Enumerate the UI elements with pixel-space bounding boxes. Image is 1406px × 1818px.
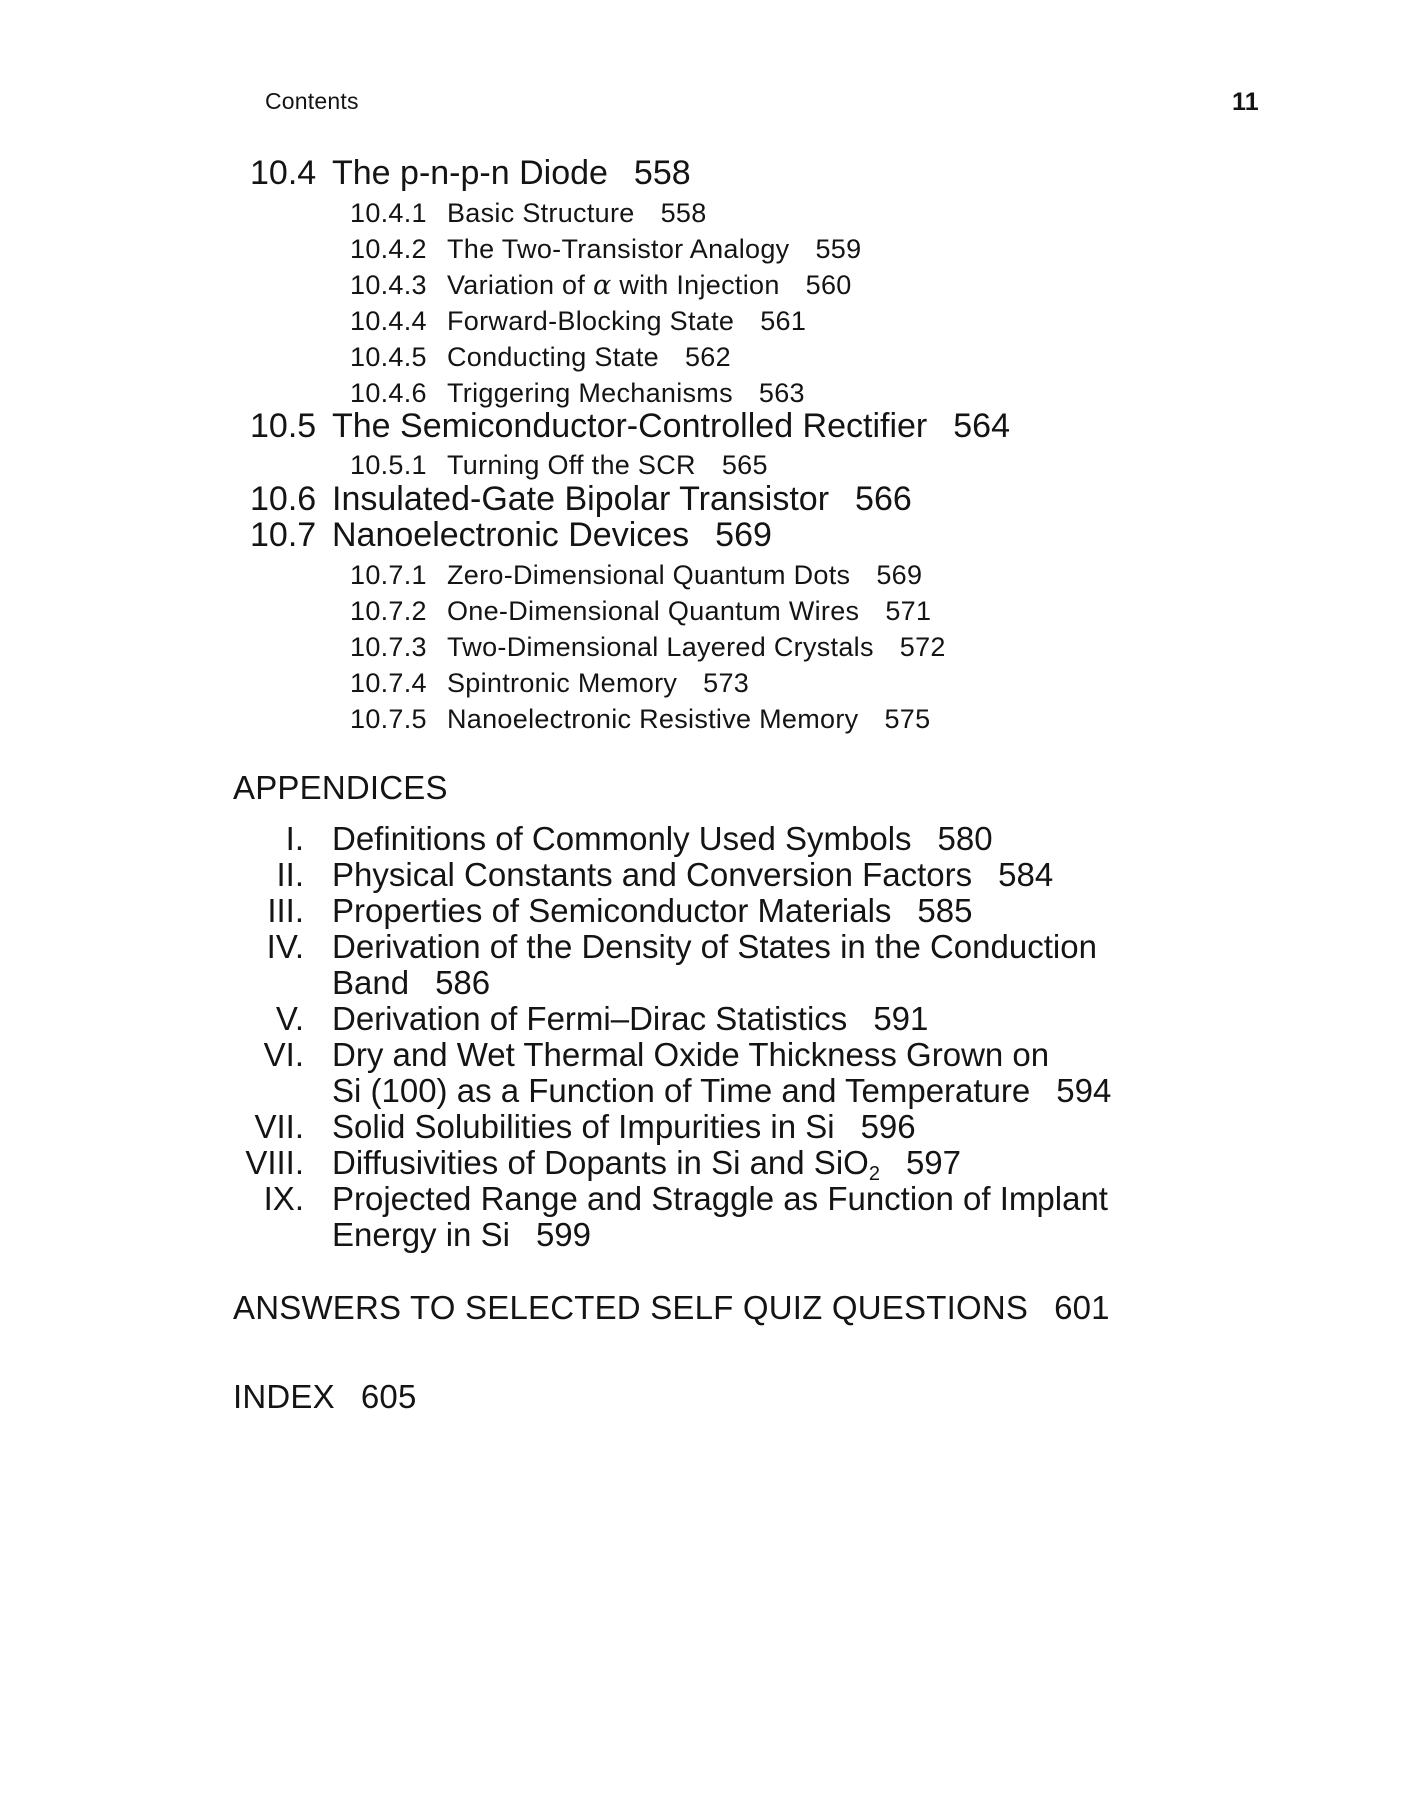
appendix-page: 599 [535,1216,591,1253]
section-title: The p-n-p-n Diode [332,154,608,192]
subsection-number: 10.4.2 [350,234,427,264]
appendix-numeral: V. [275,1000,304,1037]
appendix-title: Diffusivities of Dopants in Si and SiO [332,1144,869,1181]
subsection-page: 563 [758,378,805,408]
section-number: 10.5 [250,407,317,445]
subsection-number: 10.4.4 [350,306,427,336]
subsection-page: 559 [815,234,862,264]
appendix-item-ix-continued[interactable] [230,1217,591,1253]
section-page: 569 [715,516,772,554]
section-page: 564 [953,407,1010,445]
appendix-page: 597 [905,1144,962,1181]
subsection-page: 558 [660,198,707,228]
appendix-numeral: II. [276,856,304,893]
appendix-title: Derivation of Fermi–Dirac Statistics [332,1000,848,1037]
appendix-title: Projected Range and Straggle as Function of Implant [332,1180,1108,1217]
subsection-page: 561 [760,306,807,336]
subsection-title: Spintronic Memory [447,668,678,698]
section-title: Insulated-Gate Bipolar Transistor [332,480,830,518]
answers-page: 601 [1054,1289,1110,1326]
appendix-item-vi[interactable] [230,1037,1049,1073]
appendix-numeral: IX. [263,1180,304,1217]
toc-subsection-10-7-1[interactable] [350,558,922,592]
section-number: 10.4 [250,154,317,192]
appendix-item-iv-continued[interactable] [230,965,490,1001]
subsection-number: 10.7.2 [350,596,427,626]
subsection-number: 10.7.1 [350,560,427,590]
subsection-title: Turning Off the SCR [447,450,696,480]
appendix-page: 584 [998,856,1054,893]
subsection-number: 10.7.5 [350,704,427,734]
appendix-numeral: I. [285,820,304,857]
index-title: INDEX [233,1378,335,1415]
appendix-page: 591 [873,1000,929,1037]
section-title: Nanoelectronic Devices [332,516,690,554]
toc-subsection-10-4-2[interactable] [350,232,861,266]
appendix-numeral: III. [267,892,304,929]
subsection-title: Basic Structure [447,198,635,228]
subsection-page: 569 [876,560,923,590]
appendix-item-ix[interactable] [230,1181,1108,1217]
subsection-title-start: Variation of [447,270,586,300]
appendix-item-iv[interactable] [230,929,1097,965]
subsection-number: 10.4.5 [350,342,427,372]
subsection-title: Nanoelectronic Resistive Memory [447,704,859,734]
index-page: 605 [360,1378,417,1415]
toc-subsection-10-4-3[interactable] [350,268,852,303]
section-page: 566 [855,480,912,518]
subsection-number: 10.4.6 [350,378,427,408]
appendix-title: Definitions of Commonly Used Symbols [332,820,912,857]
appendix-numeral: VII. [254,1108,304,1145]
running-head-title: Contents [265,88,359,114]
subsection-title: Zero-Dimensional Quantum Dots [447,560,851,590]
toc-subsection-10-4-6[interactable] [350,376,805,410]
toc-subsection-10-4-4[interactable] [350,304,806,338]
appendix-numeral: VIII. [245,1144,304,1181]
subscript-two: 2 [868,1163,880,1185]
appendix-item-iii[interactable] [230,893,972,929]
subsection-page: 560 [805,270,852,300]
appendices-heading: APPENDICES [233,769,448,806]
appendix-page: 596 [860,1108,916,1145]
subsection-title: Two-Dimensional Layered Crystals [447,632,874,662]
page-number: 11 [1232,88,1259,116]
appendix-item-vi-continued[interactable] [230,1073,1111,1109]
subsection-page: 573 [703,668,750,698]
appendix-title-continued: Si (100) as a Function of Time and Temperature [332,1072,1031,1109]
subsection-number: 10.4.1 [350,198,427,228]
appendix-title-continued: Energy in Si [332,1216,510,1253]
appendix-title: Dry and Wet Thermal Oxide Thickness Grown on [332,1036,1050,1073]
appendix-item-i[interactable] [230,821,993,857]
subsection-number: 10.5.1 [350,450,427,480]
subsection-number: 10.7.3 [350,632,427,662]
appendix-title: Derivation of the Density of States in the Conduction [332,928,1097,965]
toc-subsection-10-4-5[interactable] [350,340,731,374]
section-number: 10.7 [250,516,317,554]
toc-subsection-10-7-3[interactable] [350,630,946,664]
subsection-number: 10.4.3 [350,270,427,300]
appendix-title-continued: Band [332,964,410,1001]
subsection-title: One-Dimensional Quantum Wires [447,596,860,626]
toc-index[interactable] [233,1377,417,1417]
subsection-page: 572 [899,632,946,662]
subsection-title: Conducting State [447,342,659,372]
toc-section-10-5[interactable] [250,406,1010,446]
subsection-page: 575 [884,704,931,734]
subsection-title: Triggering Mechanisms [447,378,733,408]
toc-section-10-6[interactable] [250,479,912,519]
appendix-item-vii[interactable] [230,1109,916,1145]
subsection-page: 562 [684,342,731,372]
answers-title: ANSWERS TO SELECTED SELF QUIZ QUESTIONS [233,1289,1029,1326]
appendix-page: 594 [1056,1072,1112,1109]
appendix-title: Properties of Semiconductor Materials [332,892,892,929]
appendix-numeral: VI. [263,1036,304,1073]
subsection-title-end: with Injection [619,270,780,300]
toc-subsection-10-5-1[interactable] [350,448,768,482]
toc-section-10-7[interactable] [250,515,772,555]
subsection-page: 571 [885,596,932,626]
toc-section-10-4[interactable] [250,153,691,193]
appendix-page: 585 [917,892,973,929]
alpha-symbol: α [593,270,612,301]
toc-subsection-10-7-2[interactable] [350,594,931,628]
appendix-numeral: IV. [266,928,304,965]
subsection-number: 10.7.4 [350,668,427,698]
subsection-title: The Two-Transistor Analogy [447,234,790,264]
subsection-page: 565 [721,450,768,480]
appendix-title: Solid Solubilities of Impurities in Si [332,1108,835,1145]
appendix-title: Physical Constants and Conversion Factors [332,856,973,893]
toc-subsection-10-4-1[interactable] [350,196,707,230]
appendix-page: 586 [435,964,491,1001]
toc-subsection-10-7-5[interactable] [350,702,930,736]
appendix-item-v[interactable] [230,1001,928,1037]
section-number: 10.6 [250,480,317,518]
toc-answers[interactable] [233,1288,1110,1328]
appendix-item-viii[interactable] [230,1144,962,1185]
appendix-page: 580 [937,820,993,857]
section-title: The Semiconductor-Controlled Rectifier [332,407,928,445]
subsection-title: Forward-Blocking State [447,306,735,336]
section-page: 558 [633,154,691,192]
toc-subsection-10-7-4[interactable] [350,666,749,700]
appendix-item-ii[interactable] [230,857,1053,893]
